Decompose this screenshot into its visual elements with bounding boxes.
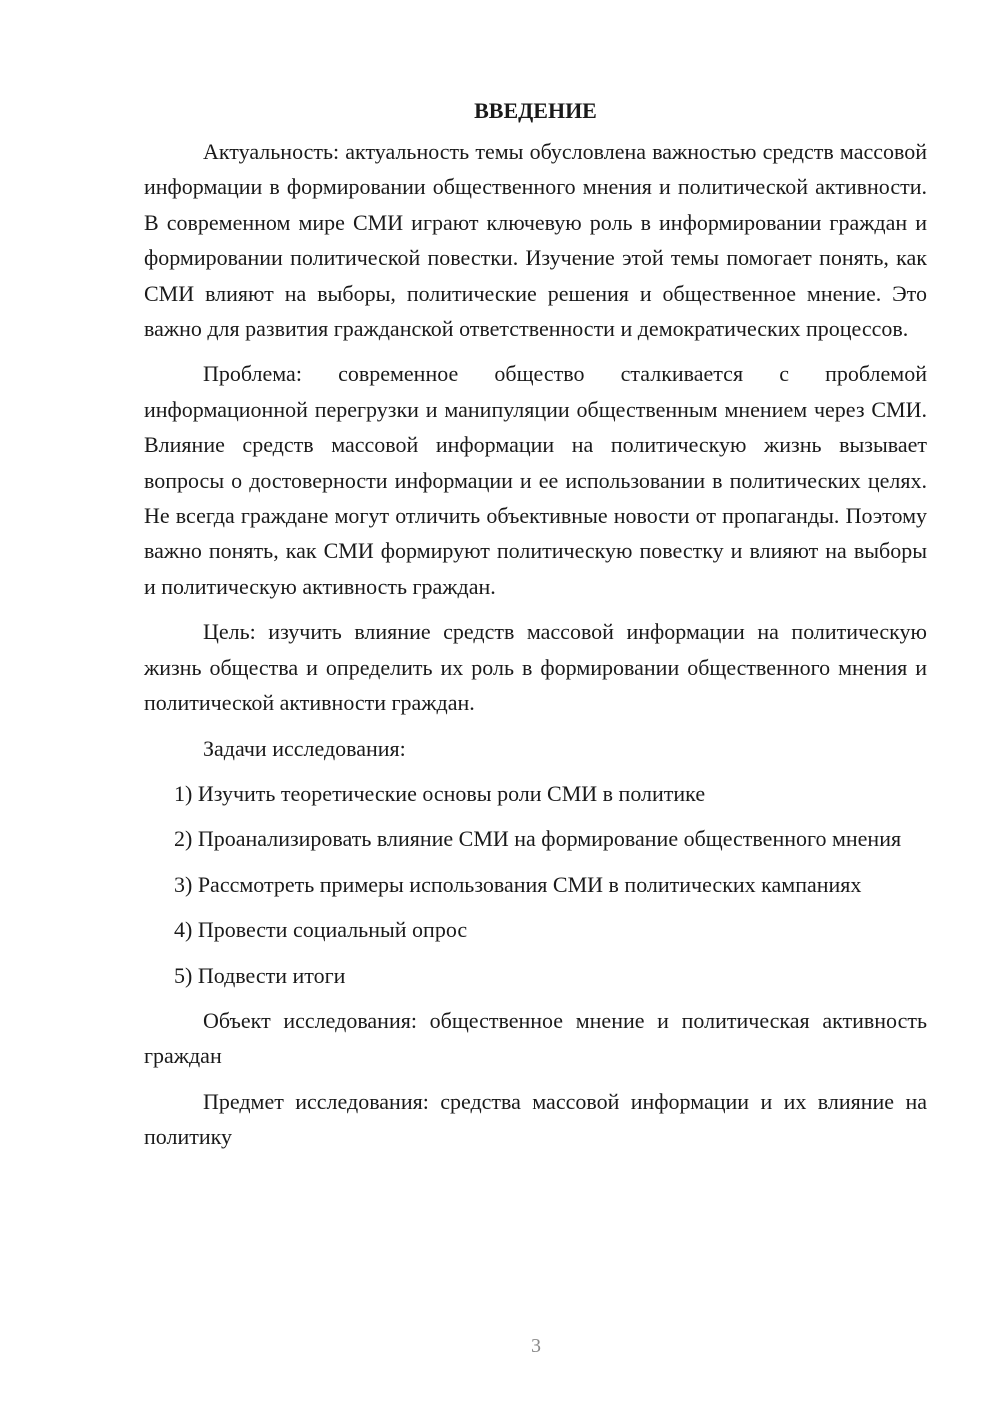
object-paragraph: Объект исследования: общественное мнение и политическая активность граждан xyxy=(144,1007,927,1069)
relevance-paragraph: Актуальность: актуальность темы обусловлена важностью средств массовой информации в формировании общественного мнения и политической активности. В современном мире СМИ играют ключевую роль в информировании граждан и формировании политической повестки. Изучение этой темы помогает понять, как СМИ влияют на выборы, политические решения и общественное мнение. Это важно для развития гражданской ответственности и демократических процессов. xyxy=(144,139,927,342)
task-item: 1) Изучить теоретические основы роли СМИ в политике xyxy=(174,780,706,806)
section-title: ВВЕДЕНИЕ xyxy=(474,98,597,123)
task-item: 5) Подвести итоги xyxy=(174,962,346,988)
tasks-heading: Задачи исследования: xyxy=(203,735,406,761)
tasks-list xyxy=(144,776,927,993)
task-item: 3) Рассмотреть примеры использования СМИ в политических кампаниях xyxy=(174,871,862,897)
task-item: 4) Провести социальный опрос xyxy=(174,917,468,943)
problem-paragraph: Проблема: современное общество сталкивается с проблемой информационной перегрузки и манипуляции общественным мнением через СМИ. Влияние средств массовой информации на политическую жизнь вызывает вопросы о достоверности информации и ее использовании в политических целях. Не всегда граждане могут отличить объективные новости от пропаганды. Поэтому важно понять, как СМИ формируют политическую повестку и влияют на выборы и политическую активность граждан. xyxy=(144,361,927,599)
page-number: 3 xyxy=(531,1335,541,1357)
subject-paragraph: Предмет исследования: средства массовой информации и их влияние на политику xyxy=(144,1088,927,1150)
task-item: 2) Проанализировать влияние СМИ на формирование общественного мнения xyxy=(174,826,902,852)
document-page xyxy=(144,94,927,1165)
goal-paragraph: Цель: изучить влияние средств массовой информации на политическую жизнь общества и определить их роль в формировании общественного мнения и политической активности граждан. xyxy=(144,619,927,716)
